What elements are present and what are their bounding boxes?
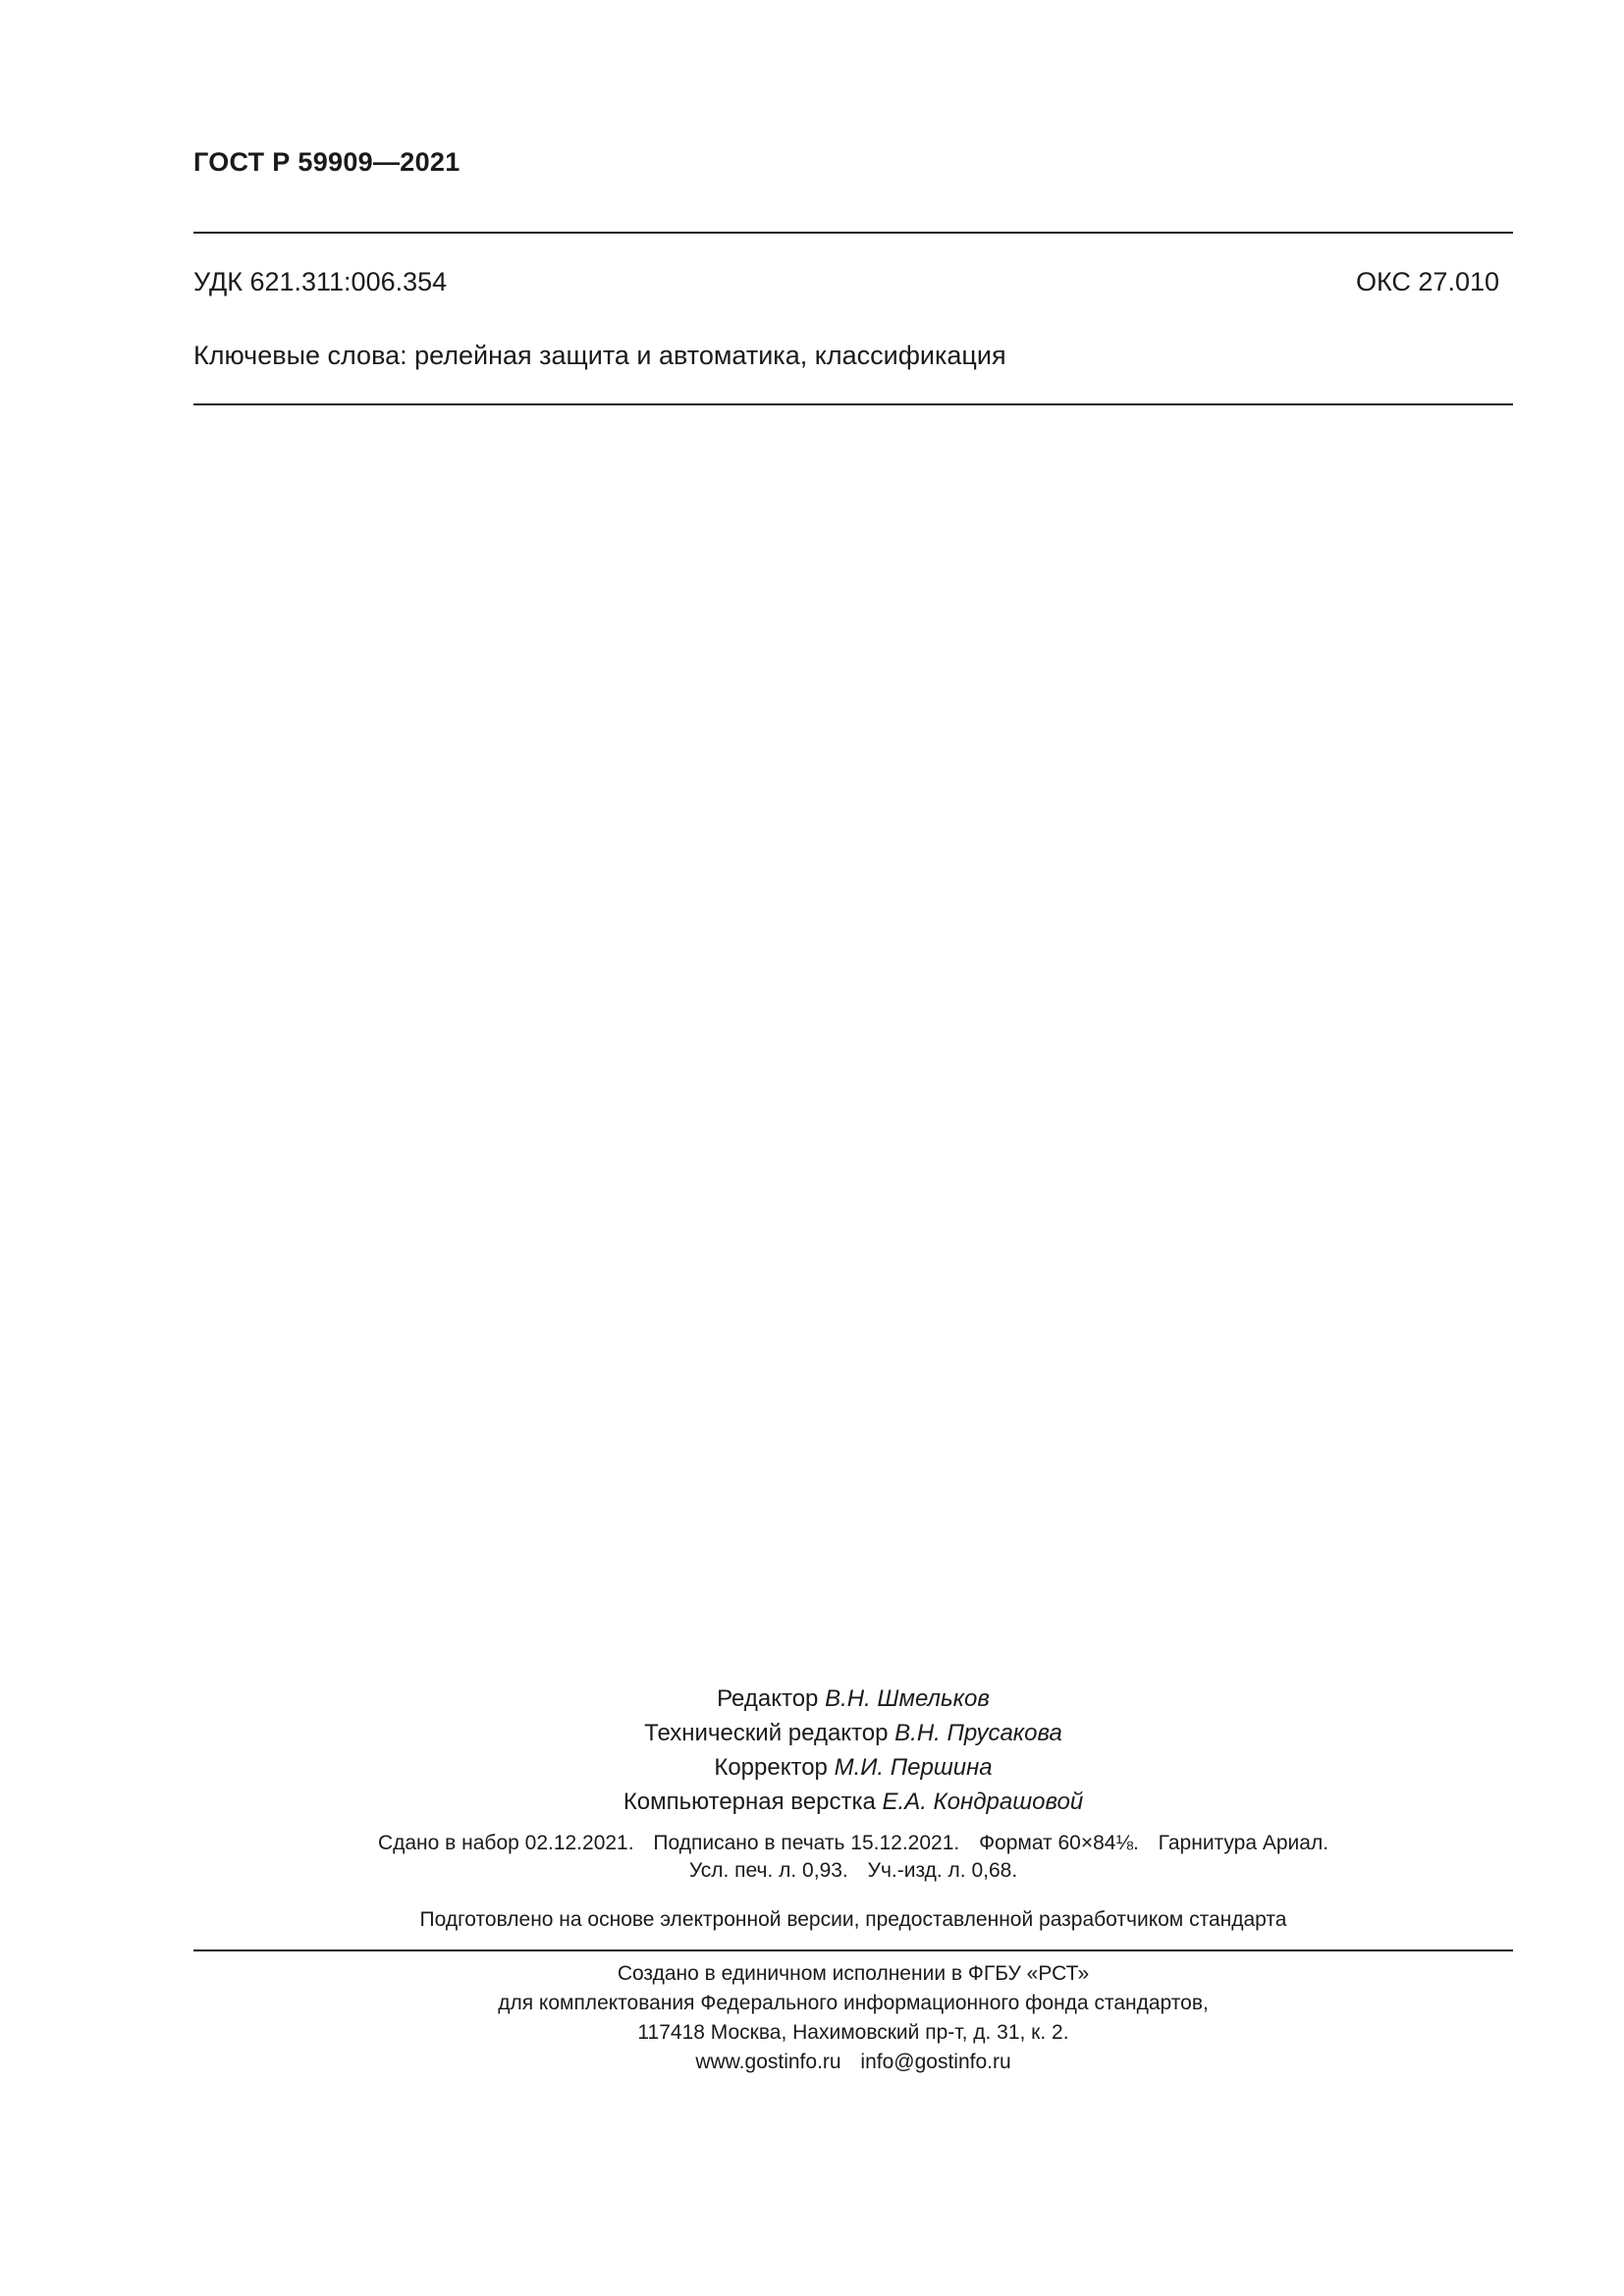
printed-sheets: Усл. печ. л. 0,93. [688, 1859, 848, 1882]
credit-proofreader [193, 1750, 1513, 1785]
credit-editor [193, 1682, 1513, 1716]
keywords: Ключевые слова: релейная защита и автоматика, классификация [193, 341, 1006, 370]
credit-role: Компьютерная верстка [623, 1789, 876, 1815]
publisher-line-2: для комплектования Федерального информационного фонда стандартов, [498, 1992, 1209, 2014]
credit-role: Редактор [717, 1685, 819, 1712]
udk-code: УДК 621.311:006.354 [193, 267, 448, 296]
credit-name: Е.А. Кондрашовой [882, 1789, 1084, 1815]
signed-to-print-date: Подписано в печать 15.12.2021. [653, 1832, 960, 1854]
print-info-line-2 [193, 1857, 1513, 1885]
credit-name: В.Н. Шмельков [825, 1685, 990, 1712]
publisher-line-1: Создано в единичном исполнении в ФГБУ «РСТ» [617, 1962, 1090, 1985]
credit-role: Корректор [714, 1754, 828, 1781]
credit-name: В.Н. Прусакова [894, 1720, 1062, 1746]
website-link[interactable]: www.gostinfo.ru [695, 2051, 841, 2073]
credit-layout [193, 1785, 1513, 1819]
publisher-address: 117418 Москва, Нахимовский пр-т, д. 31, к. 2. [637, 2021, 1069, 2044]
publisher-divider [193, 1949, 1513, 1951]
publisher-sheets: Уч.-изд. л. 0,68. [867, 1859, 1018, 1882]
credits-block [193, 1682, 1513, 1819]
typeface: Гарнитура Ариал. [1158, 1832, 1329, 1854]
typeset-date: Сдано в набор 02.12.2021. [377, 1832, 634, 1854]
prepared-note: Подготовлено на основе электронной версии, предоставленной разработчиком стандарта [419, 1908, 1287, 1931]
top-divider [193, 232, 1513, 234]
print-info [193, 1830, 1513, 1885]
paper-format: Формат 60×84⅛. [979, 1832, 1139, 1854]
print-info-line-1 [193, 1830, 1513, 1857]
email-link[interactable]: info@gostinfo.ru [860, 2051, 1011, 2073]
credit-role: Технический редактор [644, 1720, 889, 1746]
credit-technical-editor [193, 1716, 1513, 1750]
credit-name: М.И. Першина [834, 1754, 993, 1781]
keywords-divider [193, 403, 1513, 405]
oks-code: ОКС 27.010 [1355, 267, 1499, 296]
publisher-contacts [193, 2048, 1513, 2077]
standard-number: ГОСТ Р 59909—2021 [193, 147, 460, 177]
publisher-block [193, 1959, 1513, 2077]
